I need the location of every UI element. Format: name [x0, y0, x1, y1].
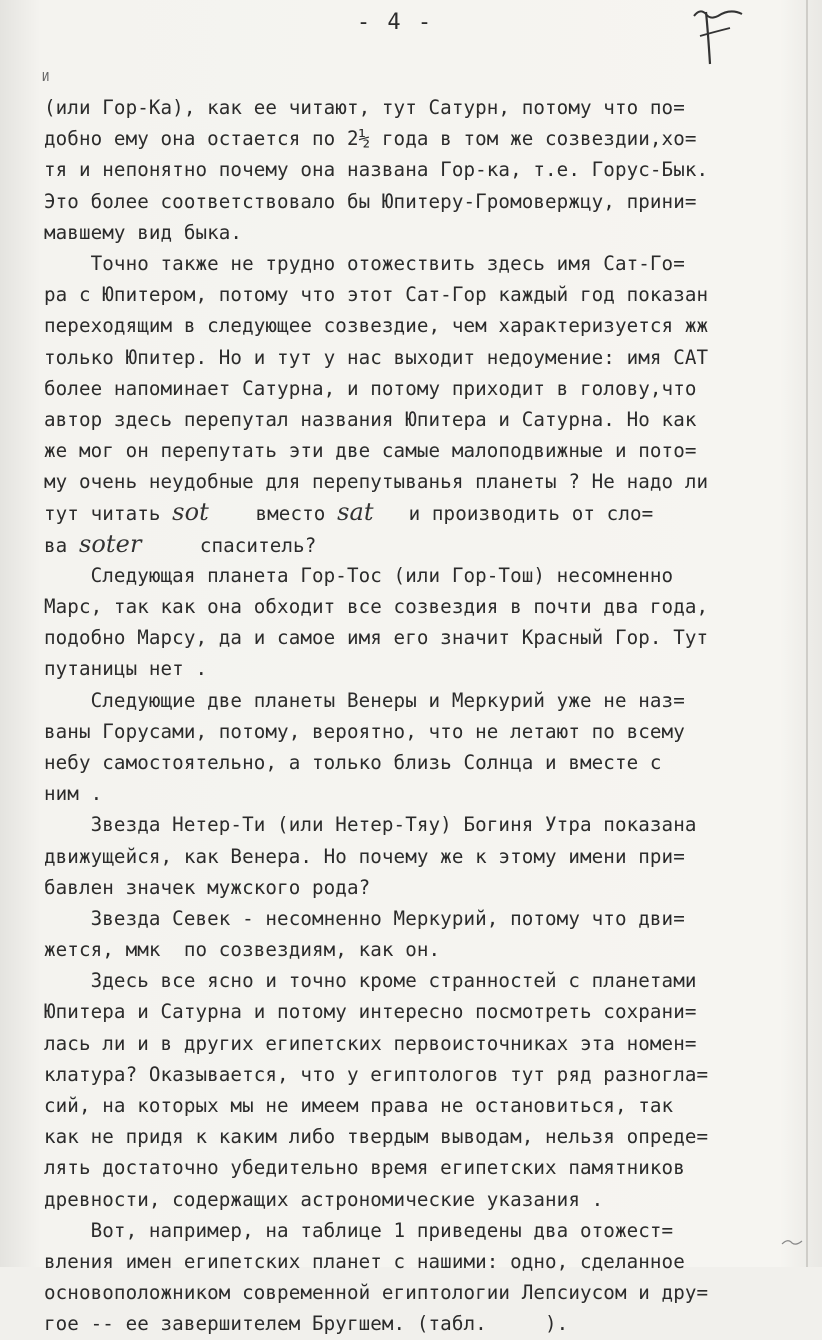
text-line: Следующие две планеты Венеры и Меркурий уже не наз= — [44, 688, 685, 712]
text-line: му очень неудобные для перепутыванья планеты ? Не надо ли — [44, 470, 709, 494]
text-fragment: вместо — [208, 502, 338, 526]
text-line: лась ли и в других египетских первоисточниках эта номен= — [44, 1031, 697, 1055]
text-fragment: и производить от слo= — [373, 502, 654, 526]
text-line: бавлен значек мужского рода? — [44, 875, 371, 899]
text-line: Звезда Нетер-Ти (или Нетер-Тяу) Богиня Утра показана — [44, 813, 697, 837]
text-line: ваны Горусами, потому, вероятно, что не летают по всему — [44, 719, 685, 743]
text-line: ним . — [44, 782, 103, 806]
text-line: клатура? Оказывается, что у египтологов тут ряд разногла= — [44, 1062, 709, 1086]
text-line: жется, ммк по созвездиям, как он. — [44, 938, 441, 962]
text-line: добно ему она остается по 2½ года в том же созвездии,хо= — [44, 127, 697, 151]
text-line: мавшему вид быка. — [44, 220, 243, 244]
text-line: движущейся, как Венера. Но почему же к этому имени при= — [44, 844, 685, 868]
text-line: Это более соответствовало бы Юпитеру-Громовержцу, прини= — [44, 189, 697, 213]
text-line: Звезда Севек - несомненно Меркурий, потому что дви= — [44, 906, 685, 930]
typed-body-text — [44, 92, 804, 1340]
handwritten-folio-number — [690, 2, 760, 72]
text-line: лять достаточно убедительно время египетских памятников — [44, 1156, 685, 1180]
text-line-with-handwriting — [44, 497, 804, 528]
text-line: переходящим в следующее созвездие, чем характеризуется жж — [44, 314, 709, 338]
text-line-with-handwriting — [44, 529, 804, 560]
text-fragment: тут читать — [44, 502, 173, 526]
text-line: основоположником современной египтологии Лепсиусом и дру= — [44, 1281, 709, 1305]
text-line: же мог он перепутать эти две самые малоподвижные и пото= — [44, 439, 697, 463]
text-line: сий, на которых мы не имеем права не остановиться, так — [44, 1094, 674, 1117]
text-line: древности, содержащих астрономические указания . — [44, 1187, 604, 1211]
folio-seven-glyph — [690, 2, 760, 72]
text-line: Юпитера и Сатурна и потому интересно посмотреть сохрани= — [44, 1000, 697, 1024]
handwritten-word: sot — [172, 498, 209, 527]
text-line: автор здесь перепутал названия Юпитера и Сатурна. Но как — [44, 407, 697, 431]
text-line: Точно также не трудно отожествить здесь имя Сат-Го= — [44, 251, 685, 275]
text-line: Вот, например, на таблице 1 приведены два отожест= — [44, 1218, 674, 1242]
text-line: путаницы нет . — [44, 657, 208, 681]
text-line: тя и непонятно почему она названа Гор-ка, т.е. Горус-Бык. — [44, 158, 709, 182]
text-line: ра с Юпитером, потому что этот Сат-Гор каждый год показан — [44, 283, 709, 307]
margin-mark: И — [42, 70, 50, 84]
text-line: как не придя к каким либо твердым выводам, нельзя опреде= — [44, 1125, 709, 1149]
handwritten-word: sat — [337, 498, 374, 527]
text-line: более напоминает Сатурна, и потому приходит в голову,что — [44, 376, 697, 400]
text-fragment: спаситель? — [141, 533, 317, 557]
text-line: только Юпитер. Но и тут у нас выходит недоумение: имя САТ — [44, 345, 709, 369]
text-line: подобно Марсу, да и самое имя его значит Красный Гор. Тут — [44, 626, 709, 650]
text-line: Здесь все ясно и точно кроме странностей с планетами — [44, 969, 697, 993]
page-edge-shadow — [806, 0, 808, 1267]
text-fragment: ва — [44, 533, 79, 557]
text-line: Марс, так как она обходит все созвездия в почти два года, — [44, 595, 709, 618]
page-number: - 4 - — [356, 10, 434, 35]
text-line: (или Гор-Ка), как ее читают, тут Сатурн, потому что по= — [44, 96, 685, 119]
text-line: небу самостоятельно, а только близь Солнца и вместе с — [44, 750, 662, 774]
text-line: вления имен египетских планет с нашими: одно, сделанное — [44, 1249, 685, 1273]
handwritten-word: soter — [78, 529, 142, 558]
text-line: Следующая планета Гор-Тос (или Гор-Тош) несомненно — [44, 563, 674, 587]
text-line: гое -- ее завершителем Бругшем. (табл. ). — [44, 1312, 569, 1336]
corner-scribble-mark — [780, 1236, 804, 1248]
